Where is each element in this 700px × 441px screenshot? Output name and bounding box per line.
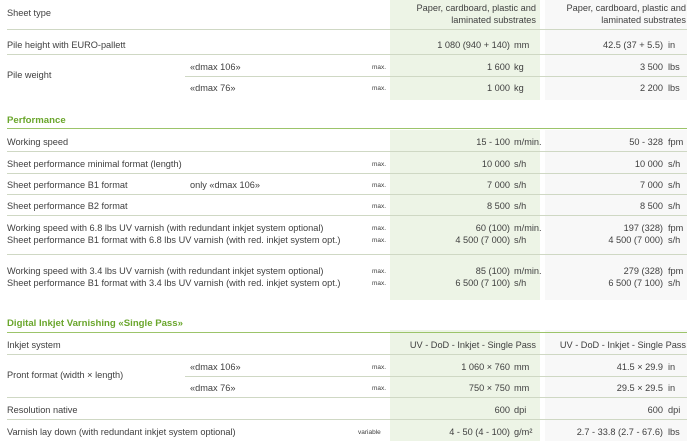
perf-double-metric-value: 6 500 (7 100) bbox=[455, 278, 510, 288]
sheet-type-label: Sheet type bbox=[7, 8, 51, 18]
print-format-76-imperial-value: 29.5 × 29.5 bbox=[616, 383, 663, 393]
perf-row-max: max. bbox=[372, 161, 387, 168]
varnish-laydown-metric-value: 4 - 50 (4 - 100) bbox=[449, 427, 510, 437]
perf-row-metric-value: 7 000 bbox=[487, 180, 510, 190]
inkjet-system-label: Inkjet system bbox=[7, 340, 61, 350]
divider bbox=[7, 419, 687, 420]
perf-double-imperial-value: 4 500 (7 000) bbox=[608, 235, 663, 245]
pile-height-imperial-unit: in bbox=[668, 40, 676, 50]
pile-weight-106-imperial-unit: lbs bbox=[668, 62, 680, 72]
pile-height-metric-value: 1 080 (940 + 140) bbox=[437, 40, 510, 50]
divider bbox=[7, 397, 687, 398]
perf-double-max: max. bbox=[372, 280, 387, 287]
print-format-106-imperial-value: 41.5 × 29.9 bbox=[616, 362, 663, 372]
resolution-imperial-value: 600 bbox=[647, 405, 663, 415]
varnish-laydown-label: Varnish lay down (with redundant inkjet system optional) bbox=[7, 427, 236, 437]
perf-row-max: max. bbox=[372, 182, 387, 189]
section-gap bbox=[0, 100, 700, 130]
divider bbox=[185, 376, 687, 377]
divider bbox=[7, 151, 687, 152]
perf-double-imperial-unit: fpm bbox=[668, 223, 684, 233]
perf-row-label: Sheet performance minimal format (length) bbox=[7, 159, 182, 169]
print-format-76-imperial-unit: in bbox=[668, 383, 676, 393]
perf-row-metric-value: 10 000 bbox=[481, 159, 510, 169]
pile-weight-76-imperial-value: 2 200 bbox=[640, 83, 663, 93]
perf-double-metric-value: 85 (100) bbox=[475, 266, 510, 276]
inkjet-heading: Digital Inkjet Varnishing «Single Pass» bbox=[7, 318, 183, 329]
resolution-metric-value: 600 bbox=[494, 405, 510, 415]
print-format-76-max: max. bbox=[372, 385, 387, 392]
perf-double-imperial-unit: fpm bbox=[668, 266, 684, 276]
pile-weight-106-metric-value: 1 600 bbox=[487, 62, 510, 72]
perf-double-imperial-value: 197 (328) bbox=[623, 223, 663, 233]
pile-height-imperial-value: 42.5 (37 + 5.5) bbox=[602, 40, 663, 50]
performance-heading: Performance bbox=[7, 115, 66, 126]
pile-weight-76-imperial-unit: lbs bbox=[668, 83, 680, 93]
print-format-label: Pront format (width × length) bbox=[7, 370, 124, 380]
perf-double-metric-unit: s/h bbox=[514, 278, 527, 288]
print-format-106-sub: «dmax 106» bbox=[190, 362, 241, 372]
perf-row-metric-value: 15 - 100 bbox=[476, 137, 510, 147]
print-format-76-metric-value: 750 × 750 bbox=[468, 383, 510, 393]
perf-row-metric-unit: s/h bbox=[514, 201, 527, 211]
perf-row-label: Sheet performance B2 format bbox=[7, 201, 128, 211]
pile-weight-106-imperial-value: 3 500 bbox=[640, 62, 663, 72]
section-rule bbox=[7, 332, 687, 333]
print-format-76-sub: «dmax 76» bbox=[190, 383, 236, 393]
pile-height-metric-unit: mm bbox=[514, 40, 530, 50]
resolution-label: Resolution native bbox=[7, 405, 78, 415]
perf-row-imperial-value: 8 500 bbox=[640, 201, 663, 211]
perf-double-label: Sheet performance B1 format with 6.8 lbs UV varnish (with red. inkjet system opt.) bbox=[7, 235, 341, 245]
print-format-106-metric-value: 1 060 × 760 bbox=[461, 362, 510, 372]
perf-double-imperial-value: 6 500 (7 100) bbox=[608, 278, 663, 288]
pile-weight-76-metric-value: 1 000 bbox=[487, 83, 510, 93]
pile-weight-76-metric-unit: kg bbox=[514, 83, 524, 93]
divider bbox=[7, 29, 687, 30]
pile-weight-106-sub: «dmax 106» bbox=[190, 62, 241, 72]
perf-row-metric-value: 8 500 bbox=[487, 201, 510, 211]
inkjet-system-imperial: UV - DoD - Inkjet - Single Pass bbox=[559, 340, 686, 350]
pile-weight-label: Pile weight bbox=[7, 70, 52, 80]
inkjet-system-metric: UV - DoD - Inkjet - Single Pass bbox=[409, 340, 536, 350]
divider bbox=[185, 76, 687, 77]
divider bbox=[7, 54, 687, 55]
sheet-type-metric: Paper, cardboard, plastic and laminated substrates bbox=[416, 3, 536, 25]
print-format-106-max: max. bbox=[372, 364, 387, 371]
print-format-106-imperial-unit: in bbox=[668, 362, 676, 372]
pile-weight-106-max: max. bbox=[372, 64, 387, 71]
perf-double-max: max. bbox=[372, 237, 387, 244]
perf-double-metric-value: 60 (100) bbox=[475, 223, 510, 233]
perf-row-imperial-unit: s/h bbox=[668, 159, 681, 169]
perf-row-imperial-value: 7 000 bbox=[640, 180, 663, 190]
perf-double-metric-unit: m/min. bbox=[514, 223, 542, 233]
divider bbox=[7, 254, 687, 255]
resolution-imperial-unit: dpi bbox=[668, 405, 681, 415]
print-format-106-metric-unit: mm bbox=[514, 362, 530, 372]
divider bbox=[7, 173, 687, 174]
divider bbox=[7, 194, 687, 195]
pile-weight-76-sub: «dmax 76» bbox=[190, 83, 236, 93]
pile-weight-106-metric-unit: kg bbox=[514, 62, 524, 72]
perf-row-imperial-value: 10 000 bbox=[634, 159, 663, 169]
perf-row-imperial-unit: s/h bbox=[668, 180, 681, 190]
perf-double-imperial-value: 279 (328) bbox=[623, 266, 663, 276]
perf-double-metric-unit: s/h bbox=[514, 235, 527, 245]
divider bbox=[7, 354, 687, 355]
perf-double-label: Working speed with 6.8 lbs UV varnish (with redundant inkjet system optional) bbox=[7, 223, 324, 233]
divider bbox=[7, 215, 687, 216]
sheet-type-imperial: Paper, cardboard, plastic and laminated substrates bbox=[566, 3, 686, 25]
perf-row-metric-unit: s/h bbox=[514, 159, 527, 169]
pile-height-label: Pile height with EURO-pallett bbox=[7, 40, 126, 50]
perf-double-imperial-unit: s/h bbox=[668, 235, 681, 245]
varnish-laydown-metric-unit: g/m² bbox=[514, 427, 533, 437]
perf-row-metric-unit: m/min. bbox=[514, 137, 542, 147]
perf-row-imperial-unit: fpm bbox=[668, 137, 684, 147]
perf-double-metric-value: 4 500 (7 000) bbox=[455, 235, 510, 245]
pile-weight-76-max: max. bbox=[372, 85, 387, 92]
perf-row-label: Sheet performance B1 format bbox=[7, 180, 128, 190]
perf-double-max: max. bbox=[372, 268, 387, 275]
varnish-laydown-imperial-value: 2.7 - 33.8 (2.7 - 67.6) bbox=[576, 427, 663, 437]
section-rule bbox=[7, 128, 687, 129]
print-format-76-metric-unit: mm bbox=[514, 383, 530, 393]
perf-double-label: Working speed with 3.4 lbs UV varnish (with redundant inkjet system optional) bbox=[7, 266, 324, 276]
perf-double-metric-unit: m/min. bbox=[514, 266, 542, 276]
perf-row-sub: only «dmax 106» bbox=[190, 180, 260, 190]
perf-double-label: Sheet performance B1 format with 3.4 lbs UV varnish (with red. inkjet system opt.) bbox=[7, 278, 341, 288]
varnish-laydown-variable: variable bbox=[358, 429, 381, 436]
perf-row-imperial-unit: s/h bbox=[668, 201, 681, 211]
perf-double-max: max. bbox=[372, 225, 387, 232]
perf-double-imperial-unit: s/h bbox=[668, 278, 681, 288]
perf-row-max: max. bbox=[372, 203, 387, 210]
varnish-laydown-imperial-unit: lbs bbox=[668, 427, 680, 437]
perf-row-label: Working speed bbox=[7, 137, 69, 147]
resolution-metric-unit: dpi bbox=[514, 405, 527, 415]
perf-row-metric-unit: s/h bbox=[514, 180, 527, 190]
perf-row-imperial-value: 50 - 328 bbox=[629, 137, 663, 147]
